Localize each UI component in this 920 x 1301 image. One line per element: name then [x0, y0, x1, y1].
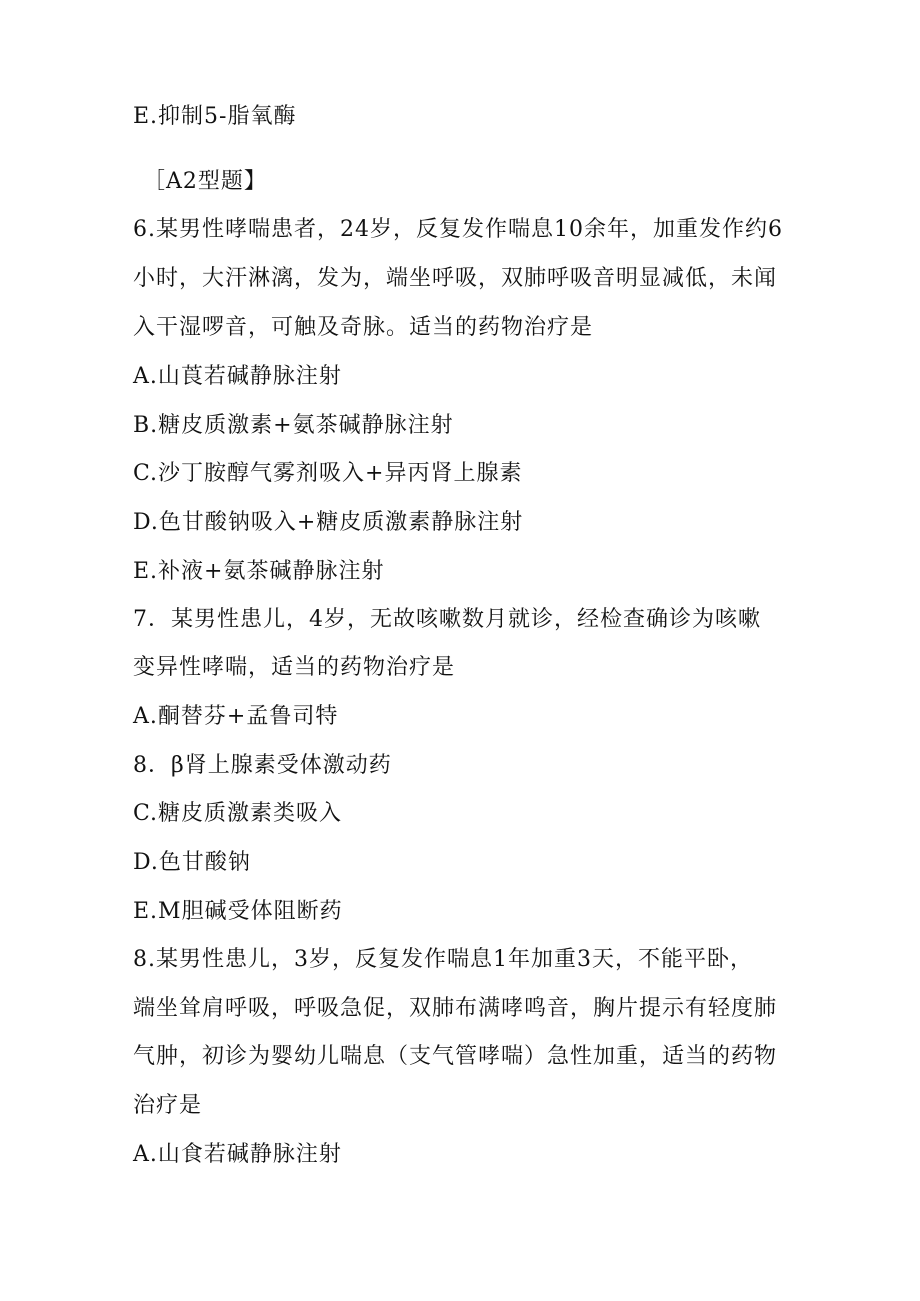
question-8-line-4: 治疗是: [133, 1093, 203, 1118]
question-7-option-d: D.色甘酸钠: [133, 850, 251, 875]
question-6-line-2: 小时，大汗淋漓，发为，端坐呼吸，双肺呼吸音明显减低，未闻: [133, 266, 778, 291]
question-7-option-a: A.酮替芬+孟鲁司特: [133, 704, 339, 729]
question-6-option-b: B.糖皮质激素+氨茶碱静脉注射: [133, 413, 454, 438]
option-e-q5: E.抑制5-脂氧酶: [133, 104, 297, 129]
section-heading: ［A2型题】: [143, 169, 267, 194]
question-7-option-b: 8．β肾上腺素受体激动药: [133, 753, 392, 778]
question-6-option-a: A.山莨若碱静脉注射: [133, 364, 342, 389]
question-6-option-d: D.色甘酸钠吸入+糖皮质激素静脉注射: [133, 510, 524, 535]
question-8-line-2: 端坐耸肩呼吸，呼吸急促，双肺布满哮鸣音，胸片提示有轻度肺: [133, 996, 778, 1021]
question-7-line-1: 7．某男性患儿，4岁，无故咳嗽数月就诊，经检查确诊为咳嗽: [133, 607, 761, 632]
question-7-line-2: 变异性哮喘，适当的药物治疗是: [133, 655, 456, 680]
question-7-option-c: C.糖皮质激素类吸入: [133, 801, 343, 826]
question-6-option-e: E.补液+氨茶碱静脉注射: [133, 559, 385, 584]
question-8-option-a: A.山食若碱静脉注射: [133, 1142, 342, 1167]
question-8-line-3: 气肿，初诊为婴幼儿喘息（支气管哮喘）急性加重，适当的药物: [133, 1044, 778, 1069]
question-8-line-1: 8.某男性患儿，3岁，反复发作喘息1年加重3天，不能平卧，: [133, 947, 753, 972]
question-6-option-c: C.沙丁胺醇气雾剂吸入+异丙肾上腺素: [133, 461, 523, 486]
question-6-line-1: 6.某男性哮喘患者，24岁，反复发作喘息10余年，加重发作约6: [133, 217, 783, 242]
question-6-line-3: 入干湿啰音，可触及奇脉。适当的药物治疗是: [133, 315, 594, 340]
question-7-option-e: E.M胆碱受体阻断药: [133, 899, 343, 924]
